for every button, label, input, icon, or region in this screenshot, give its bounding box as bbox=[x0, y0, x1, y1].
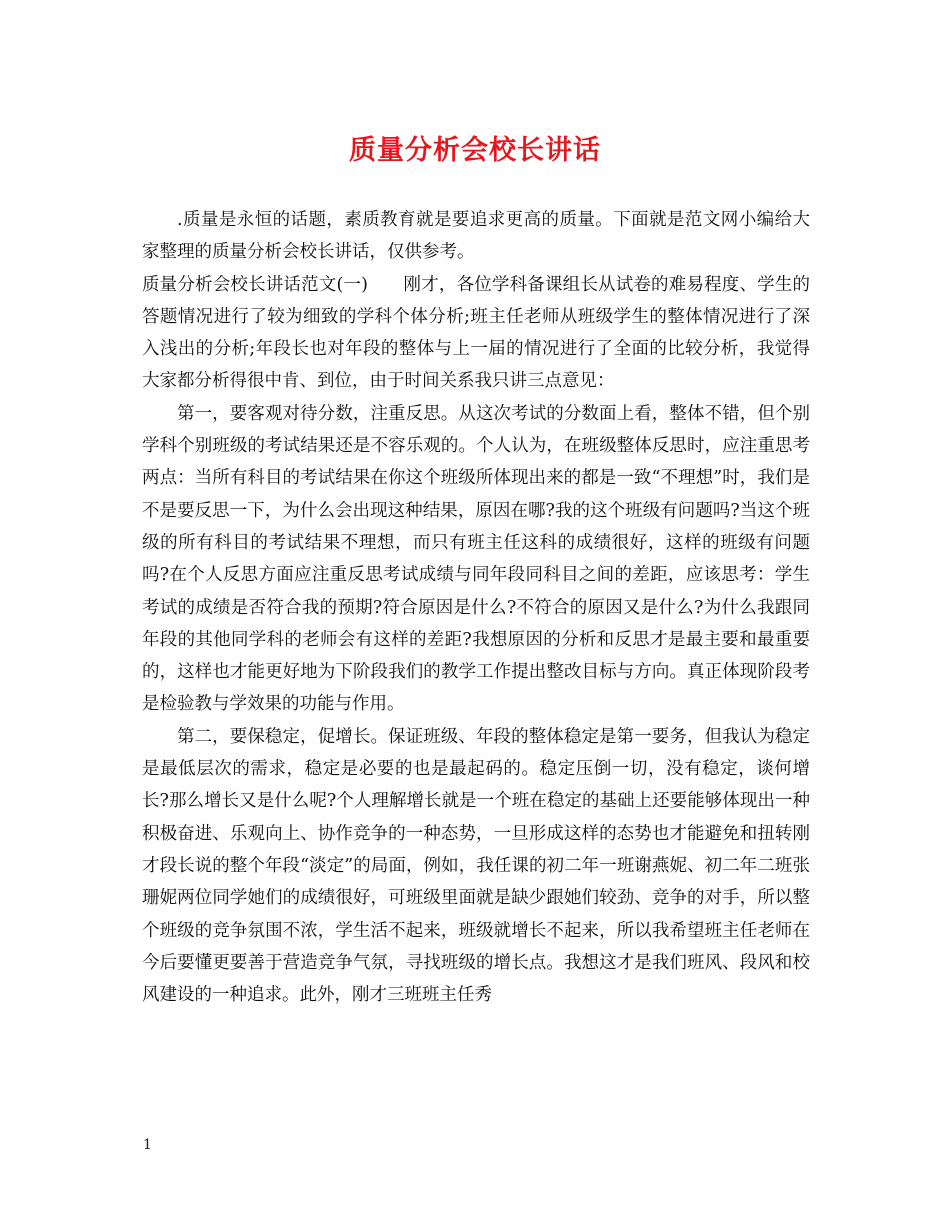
paragraph-first-point: 第一，要客观对待分数，注重反思。从这次考试的分数面上看，整体不错，但个别学科个别班级的考试结果还是不容乐观的。个人认为，在班级整体反思时，应注重思考两点：当所有科目的考试结果在你这个班级所体现出来的都是一致“不理想”时，我们是不是要反思一下，为什么会出现这种结果，原因在哪?我的这个班级有问题吗?当这个班级的所有科目的考试结果不理想，而只有班主任这科的成绩很好，这样的班级有问题吗?在个人反思方面应注重反思考试成绩与同年段同科目之间的差距，应该思考：学生考试的成绩是否符合我的预期?符合原因是什么?不符合的原因又是什么?为什么我跟同年段的其他同学科的老师会有这样的差距?我想原因的分析和反思才是最主要和最重要的，这样也才能更好地为下阶段我们的教学工作提出整改目标与方向。真正体现阶段考是检验教与学效果的功能与作用。 bbox=[142, 403, 810, 715]
intro-paragraph: .质量是永恒的话题，素质教育就是要追求更高的质量。下面就是范文网小编给大家整理的质量分析会校长讲话，仅供参考。 bbox=[142, 210, 810, 263]
document-body bbox=[142, 204, 810, 1011]
section-heading-paragraph: 质量分析会校长讲话范文(一) 刚才，各位学科备课组长从试卷的难易程度、学生的答题情况进行了较为细致的学科个体分析;班主任老师从班级学生的整体情况进行了深入浅出的分析;年段长也对年段的整体与上一届的情况进行了全面的比较分析，我觉得大家都分析得很中肯、到位，由于时间关系我只讲三点意见： bbox=[142, 274, 810, 392]
page-number: 1 bbox=[143, 1137, 152, 1153]
paragraph-second-point: 第二，要保稳定，促增长。保证班级、年段的整体稳定是第一要务，但我认为稳定是最低层次的需求，稳定是必要的也是最起码的。稳定压倒一切，没有稳定，谈何增长?那么增长又是什么呢?个人理解增长就是一个班在稳定的基础上还要能够体现出一种积极奋进、乐观向上、协作竞争的一种态势，一旦形成这样的态势也才能避免和扭转刚才段长说的整个年段“淡定”的局面，例如，我任课的初二年一班谢燕妮、初二年二班张珊妮两位同学她们的成绩很好，可班级里面就是缺少跟她们较劲、竞争的对手，所以整个班级的竞争氛围不浓，学生活不起来，班级就增长不起来，所以我希望班主任老师在今后要懂更要善于营造竞争气氛，寻找班级的增长点。我想这才是我们班风、段风和校风建设的一种追求。此外，刚才三班班主任秀 bbox=[142, 726, 810, 1006]
document-title: 质量分析会校长讲话 bbox=[349, 135, 601, 166]
